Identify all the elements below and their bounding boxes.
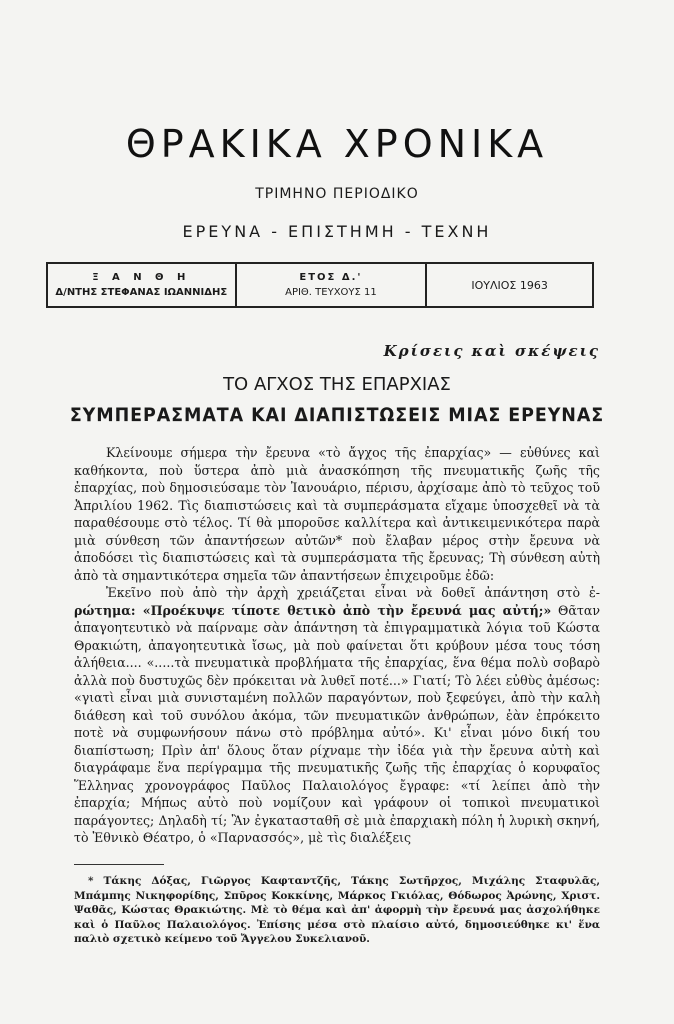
paragraph-1: Κλείνουμε σήμερα τὴν ἔρευνα «τὸ ἄγχος τῆς ἐπαρχίας» — εὐθύνες καὶ καθήκοντα, ποὺ ὕστερα ἀπὸ μιὰ ἀνασκόπηση τῆς πνευματικῆς ζωῆς τῆς ἐπαρχίας, ποὺ δημοσιεύσαμε τὸν Ἰανουάριο, πέρισυ, ἀρχίσαμε ἀπὸ τὸ τεῦχος τοῦ Ἀπριλίου 1962. Τὶς διαπιστώσεις καὶ τὰ συμπεράσματα εἴχαμε ὑποσχεθεῖ νὰ τὰ παραθέσουμε στὸ τέλος. Τί θὰ μποροῦσε καλλίτερα καὶ ἀντικειμενικότερα παρὰ μιὰ σύνθεση τῶν ἀπαντήσεων αὐτῶν* ποὺ ἔλαβαν μέρος στὴν ἔρευνα νὰ ἀποδόσει τὶς διαπιστώσεις καὶ τὰ συμπεράσματα τῆς ἔρευνας; Τὴ σύνθεση αὐτὴ ἀπὸ τὰ σημαντικότερα σημεῖα τῶν ἀπαντήσεων ἐπιχειροῦμε ἐδῶ:	[74, 445, 600, 583]
volume-info	[235, 264, 426, 306]
publisher-info	[46, 264, 235, 306]
issue-number: ΑΡΙΘ. ΤΕΥΧΟΥΣ 11	[285, 287, 377, 298]
director: Δ/ΝΤΗΣ ΣΤΕΦΑΝΑΣ ΙΩΑΝΝΙΔΗΣ	[55, 287, 228, 298]
journal-subtitle: ΤΡΙΜΗΝΟ ΠΕΡΙΟΔΙΚΟ	[255, 186, 419, 202]
city: Ξ Α Ν Θ Η	[92, 272, 191, 283]
paragraph-2-rest: Θᾶταν ἀπαγοητευτικὸ νὰ παίρναμε σὰν ἀπάντηση τὰ ἐπιγραμματικὰ λόγια τοῦ Κώστα Θρακιώτη, ἀπαγοητευτικὰ ἴσως, μὰ ποὺ φαίνεται ὅτι κρύβουν μέσα τους τόση ἀλήθεια.... «.....τὰ πνευματικὰ προβλήματα τῆς ἐπαρχίας, ἕνα θέμα πολὺ σοβαρὸ ἀλλὰ ποὺ δυστυχῶς δὲν πρόκειται νὰ λυθεῖ ποτέ...» Γιατί; Τὸ λέει εὐθὺς ἀμέσως: «γιατὶ εἶναι μιὰ συνισταμένη πολλῶν παραγόντων, ποὺ ξεφεύγει, ἀπὸ τὴν καλὴ διάθεση καὶ τοῦ συνόλου ἀκόμα, τῶν πνευματικῶν ἀνθρώπων, ἐὰν ἐπρόκειτο ποτὲ νὰ συμφωνήσουν πάνω στὸ πρόβλημα αὐτό». Κι' εἶναι μόνο δική του διαπίστωση; Πρὶν ἀπ' ὅλους ὅταν ρίχναμε τὴν ἰδέα γιὰ τὴν ἔρευνα αὐτὴ καὶ διαγράφαμε ἕνα περίγραμμα τῆς πνευματικῆς ζωῆς τῆς ἐπαρχίας ὁ κορυφαῖος Ἕλληνας χρονογράφος Παῦλος Παλαιολόγος ἔγραφε: «τί λείπει ἀπὸ τὴν ἐπαρχία; Μήπως αὐτὸ ποὺ νομίζουν καὶ γράφουν οἱ τοπικοὶ πνευματικοὶ παράγοντες; Δηλαδὴ τί; Ἂν ἐγκατασταθῆ σὲ μιὰ ἐπαρχιακὴ πόλη ἡ λυρικὴ σκηνή, τὸ Ἐθνικὸ Θέατρο, ὁ «Παρνασσός», μὲ τὶς διαλέξεις	[74, 602, 600, 845]
section-label: Κρίσεις καὶ σκέψεις	[383, 342, 600, 360]
paragraph-2-start: Ἐκεῖνο ποὺ ἀπὸ τὴν ἀρχὴ χρειάζεται εἶναι νὰ δοθεῖ ἀπάντηση στὸ ἐ-	[106, 585, 600, 600]
journal-tagline: ΕΡΕΥΝΑ - ΕΠΙΣΤΗΜΗ - ΤΕΧΝΗ	[182, 222, 492, 241]
date-info	[425, 264, 594, 306]
article-body	[74, 444, 600, 847]
footnote-divider	[74, 864, 164, 865]
highlighted-question: ρώτημα: «Προέκυψε τίποτε θετικὸ ἀπὸ τὴν ἔρευνά μας αὐτή;»	[74, 602, 552, 618]
issue-info-box	[46, 262, 594, 308]
article-subtitle: ΣΥΜΠΕΡΑΣΜΑΤΑ ΚΑΙ ΔΙΑΠΙΣΤΩΣΕΙΣ ΜΙΑΣ ΕΡΕΥΝΑΣ	[69, 404, 605, 426]
footnote: * Τάκης Δόξας, Γιῶργος Καφταντζῆς, Τάκης Σωτῆρχος, Μιχάλης Σταφυλᾶς, Μπάμπης Νικηφορίδης, Σπῦρος Κοκκίνης, Μάρκος Γκιόλας, Θόδωρος Ἀρώνης, Χριστ. Ψαθᾶς, Κώστας Θρακιώτης. Μὲ τὸ θέμα καὶ ἀπ' ἀφορμὴ τὴν ἔρευνά μας ἀσχολήθηκε καὶ ὁ Παῦλος Παλαιολόγος. Ἐπίσης μέσα στὸ πλαίσιο αὐτό, δημοσιεύθηκε κι' ἕνα παλιὸ σχετικὸ κείμενο τοῦ Ἄγγελου Συκελιανοῦ.	[74, 875, 600, 945]
article-title: ΤΟ ΑΓΧΟΣ ΤΗΣ ΕΠΑΡΧΙΑΣ	[223, 374, 451, 395]
year: ΕΤΟΣ Δ.'	[299, 272, 363, 283]
paragraph-2	[74, 584, 600, 847]
journal-title: ΘΡΑΚΙΚΑ ΧΡΟΝΙΚΑ	[125, 122, 549, 166]
issue-date: ΙΟΥΛΙΟΣ 1963	[471, 278, 548, 292]
